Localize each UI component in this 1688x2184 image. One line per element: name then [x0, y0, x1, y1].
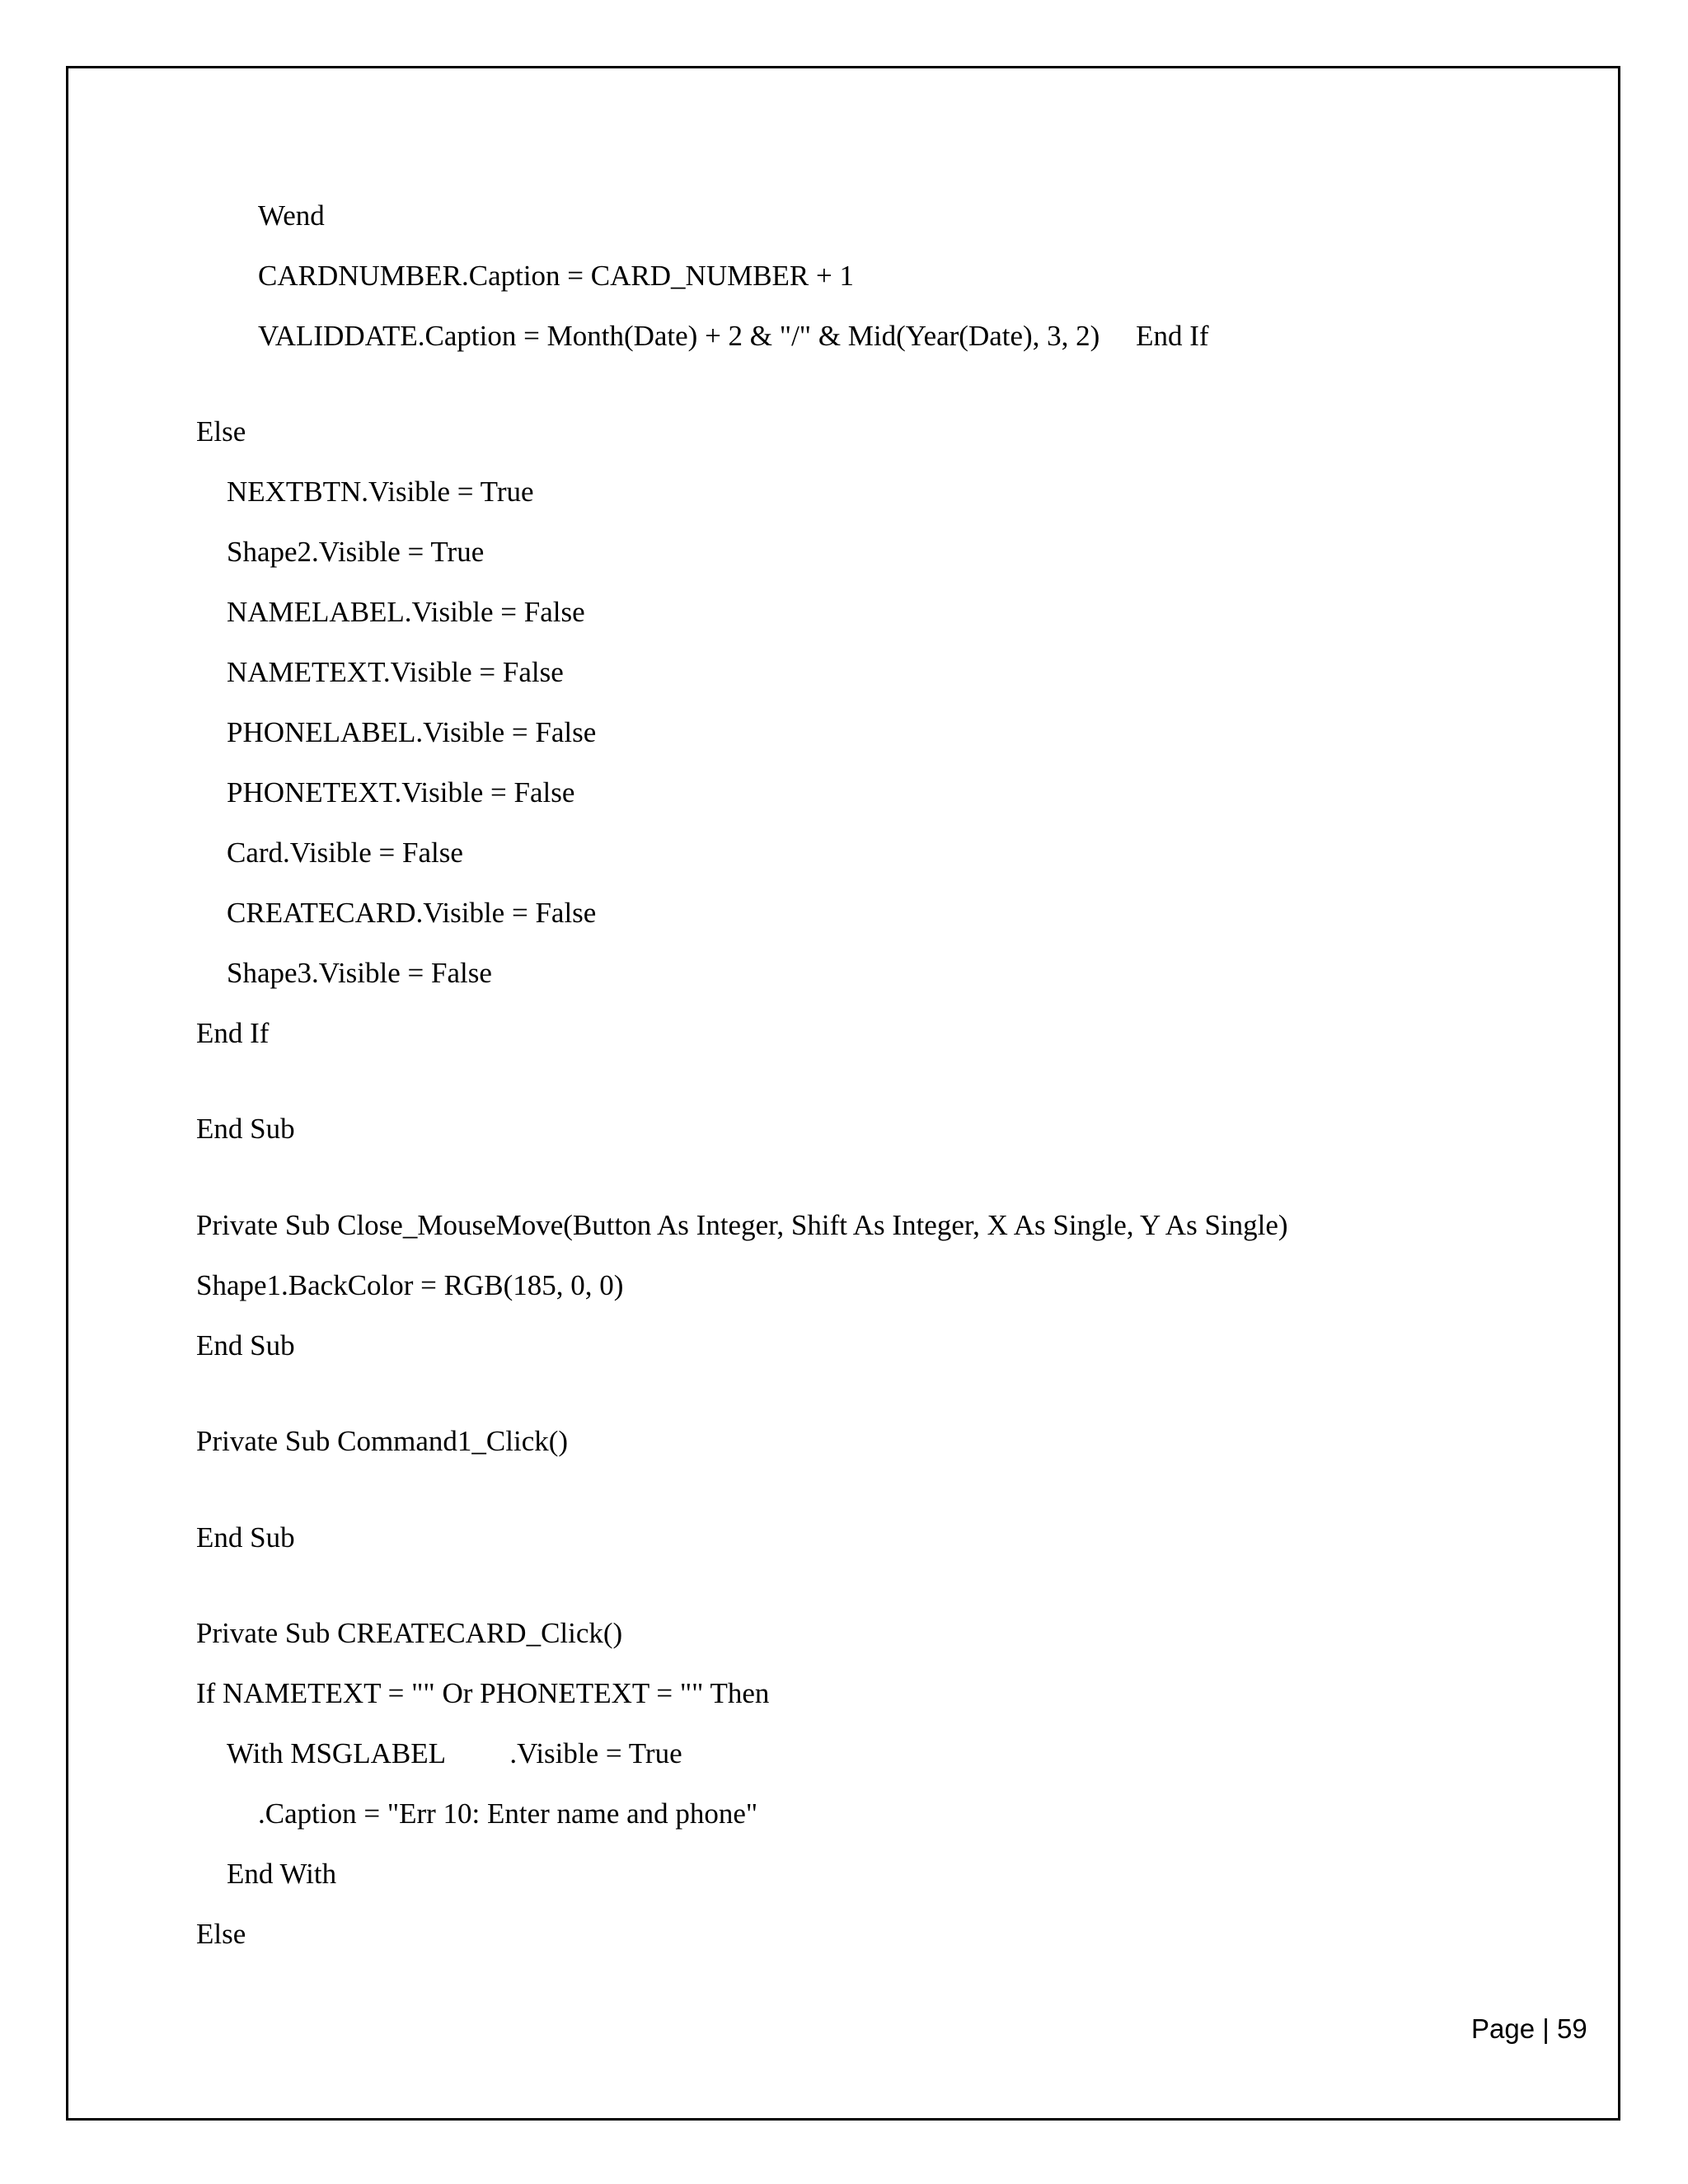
- code-line: PHONETEXT.Visible = False: [227, 776, 575, 808]
- code-line: VALIDDATE.Caption = Month(Date) + 2 & "/" & Mid(Year(Date), 3, 2) End If: [258, 320, 1209, 352]
- code-line: With MSGLABEL .Visible = True: [227, 1737, 682, 1769]
- code-line: Private Sub Close_MouseMove(Button As Integer, Shift As Integer, X As Single, Y As Single): [196, 1209, 1288, 1241]
- code-line: If NAMETEXT = "" Or PHONETEXT = "" Then: [196, 1677, 770, 1709]
- code-line: NAMETEXT.Visible = False: [227, 656, 564, 688]
- code-line: .Caption = "Err 10: Enter name and phone": [258, 1797, 758, 1830]
- code-line: CARDNUMBER.Caption = CARD_NUMBER + 1: [258, 260, 855, 292]
- code-line: Shape1.BackColor = RGB(185, 0, 0): [196, 1269, 624, 1301]
- code-line: Card.Visible = False: [227, 837, 463, 869]
- page-number: Page | 59: [1471, 2013, 1587, 2044]
- code-line: Private Sub Command1_Click(): [196, 1425, 569, 1457]
- code-line: End Sub: [196, 1329, 295, 1361]
- code-line: Else: [196, 1918, 246, 1950]
- code-line: Shape3.Visible = False: [227, 957, 492, 989]
- code-line: PHONELABEL.Visible = False: [227, 716, 597, 748]
- code-line: NEXTBTN.Visible = True: [227, 476, 534, 508]
- code-line: End If: [196, 1017, 270, 1049]
- code-line: NAMELABEL.Visible = False: [227, 596, 585, 628]
- code-line: Else: [196, 415, 246, 448]
- code-line: Private Sub CREATECARD_Click(): [196, 1617, 623, 1649]
- code-line: End Sub: [196, 1521, 295, 1554]
- code-line: Shape2.Visible = True: [227, 536, 485, 568]
- code-line: End Sub: [196, 1113, 295, 1145]
- code-line: End With: [227, 1858, 337, 1890]
- code-line: CREATECARD.Visible = False: [227, 897, 597, 929]
- code-line: Wend: [258, 199, 325, 232]
